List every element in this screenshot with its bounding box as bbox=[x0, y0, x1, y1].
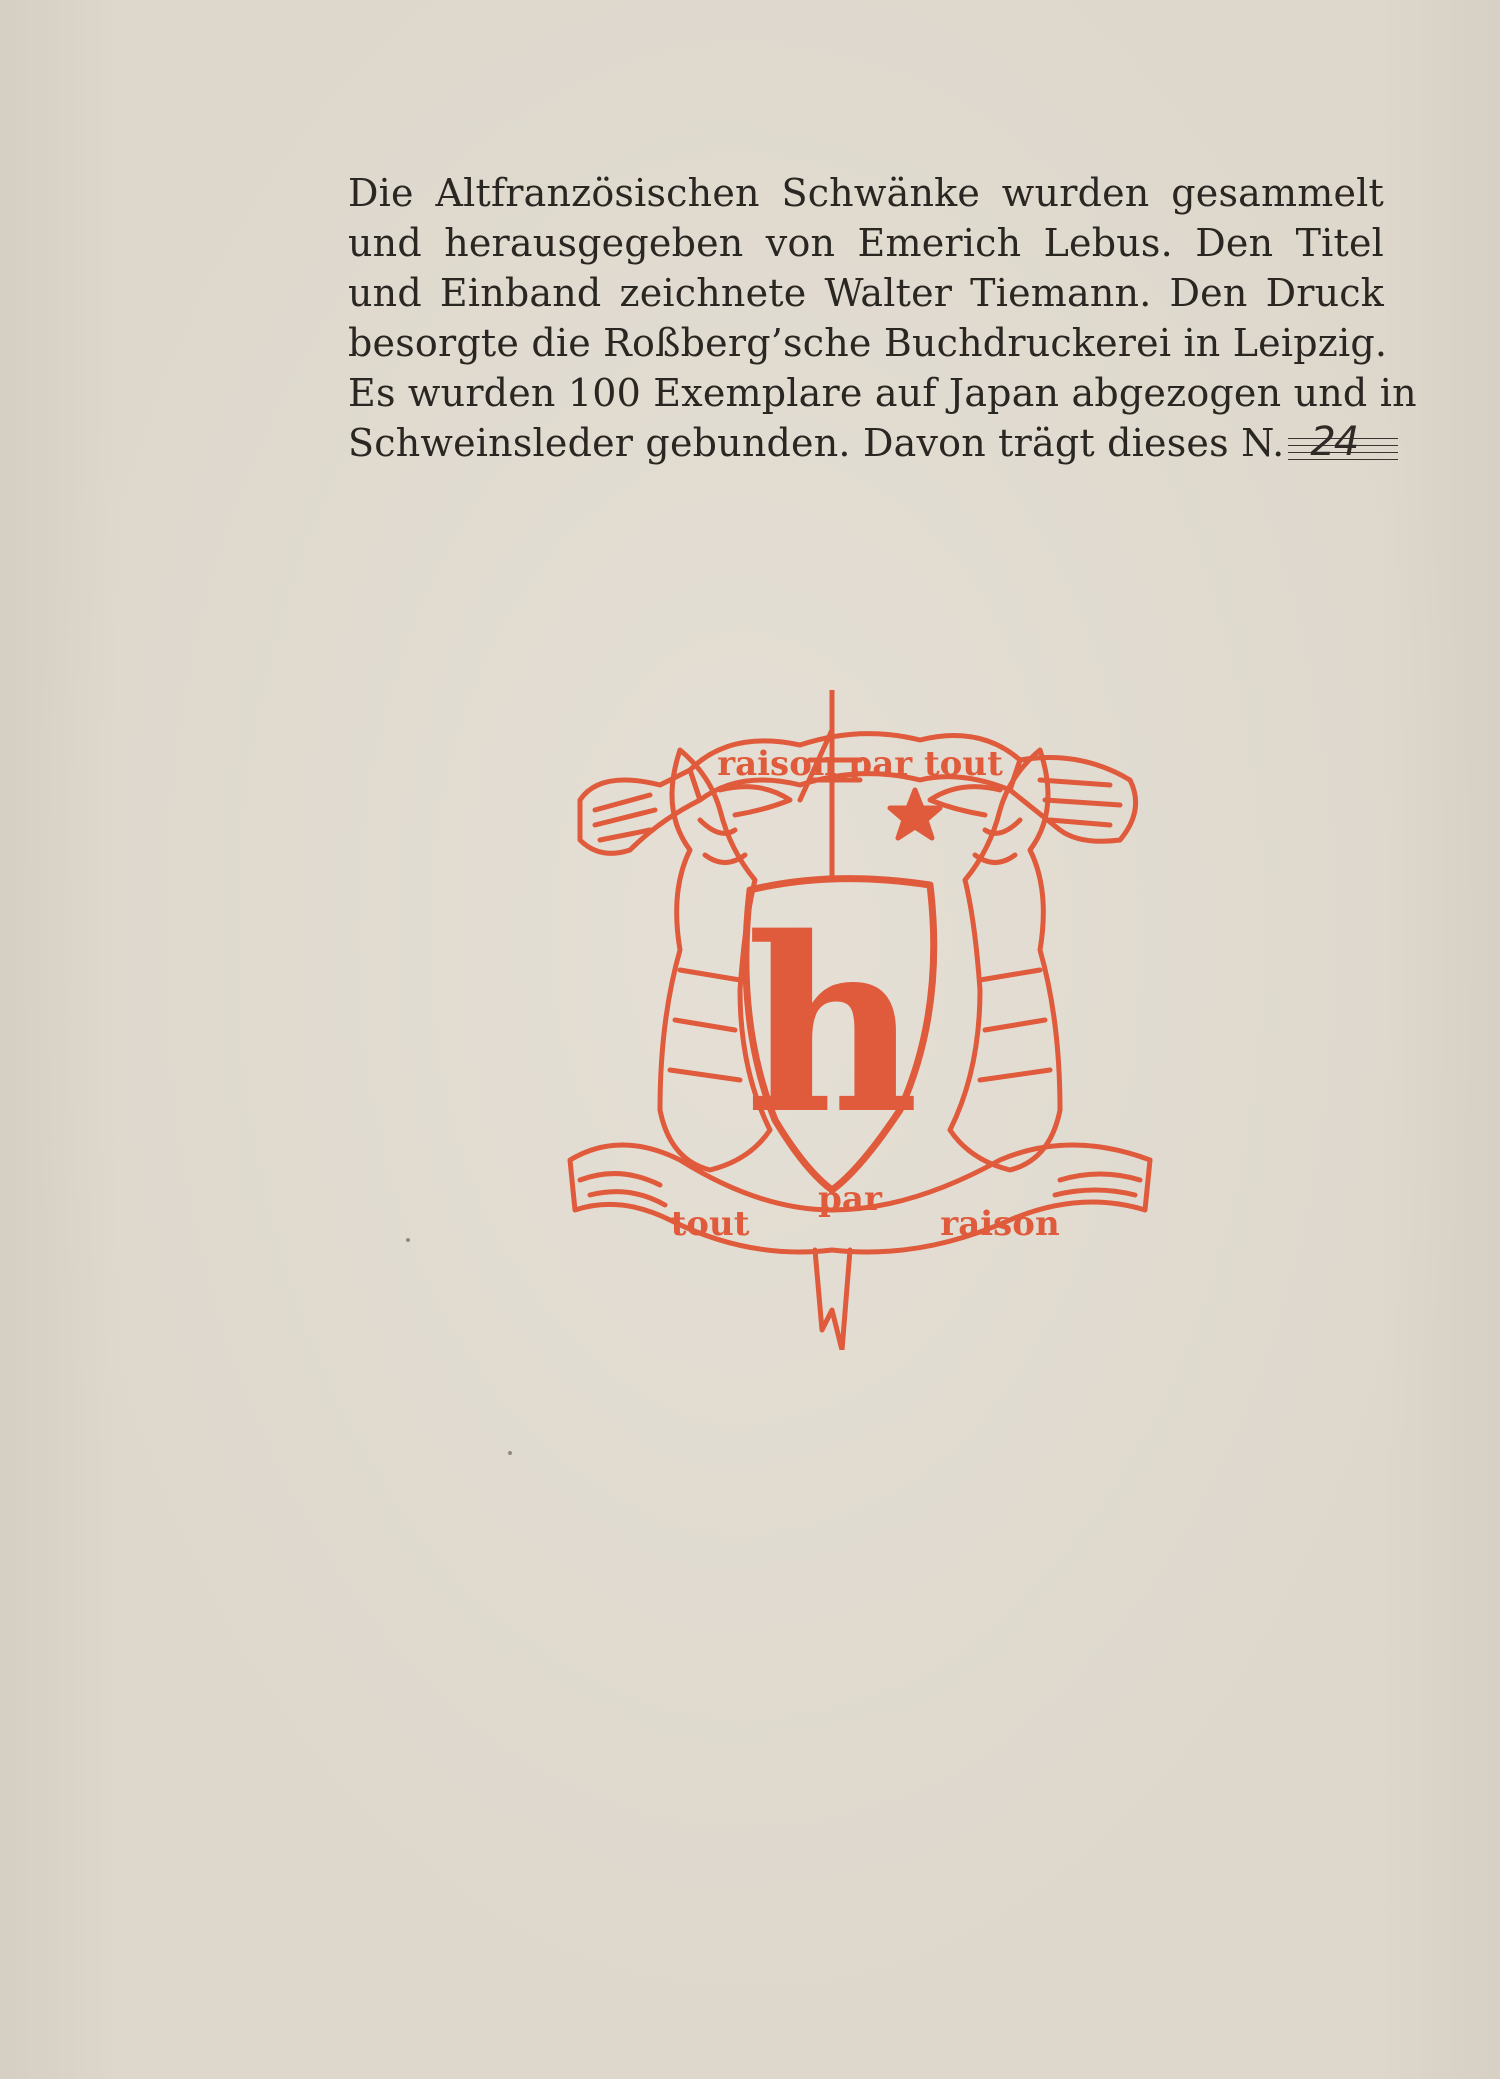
colophon-line: und Einband zeichnete Walter Tiemann. Den Druck bbox=[348, 271, 1384, 315]
colophon-line: Die Altfranzösischen Schwänke wurden gesammelt bbox=[348, 171, 1384, 215]
bottom-banner-text-2: par bbox=[818, 1179, 882, 1219]
monogram: h bbox=[744, 885, 920, 1167]
bottom-banner-text-3: raison bbox=[940, 1204, 1060, 1244]
paper-speck bbox=[508, 1451, 512, 1455]
copy-number-field bbox=[1288, 419, 1398, 465]
colophon-line: Es wurden 100 Exemplare auf Japan abgezogen und in bbox=[348, 371, 1417, 415]
printer-mark-emblem bbox=[560, 690, 1160, 1350]
colophon-line: Schweinsleder gebunden. Davon trägt dieses N. bbox=[348, 421, 1285, 465]
bottom-banner-text-1: tout bbox=[670, 1204, 750, 1244]
top-banner-text: raison par tout bbox=[717, 744, 1003, 784]
colophon-line-last bbox=[348, 418, 1384, 468]
paper-speck bbox=[406, 1238, 410, 1242]
colophon-line: und herausgegeben von Emerich Lebus. Den Titel bbox=[348, 221, 1384, 265]
pendant bbox=[815, 1250, 850, 1350]
staff-mark bbox=[800, 690, 860, 880]
colophon-line: besorgte die Roßberg’sche Buchdruckerei in Leipzig. bbox=[348, 321, 1388, 365]
copy-number-handwritten: 24 bbox=[1310, 419, 1358, 465]
colophon-text bbox=[348, 168, 1417, 468]
